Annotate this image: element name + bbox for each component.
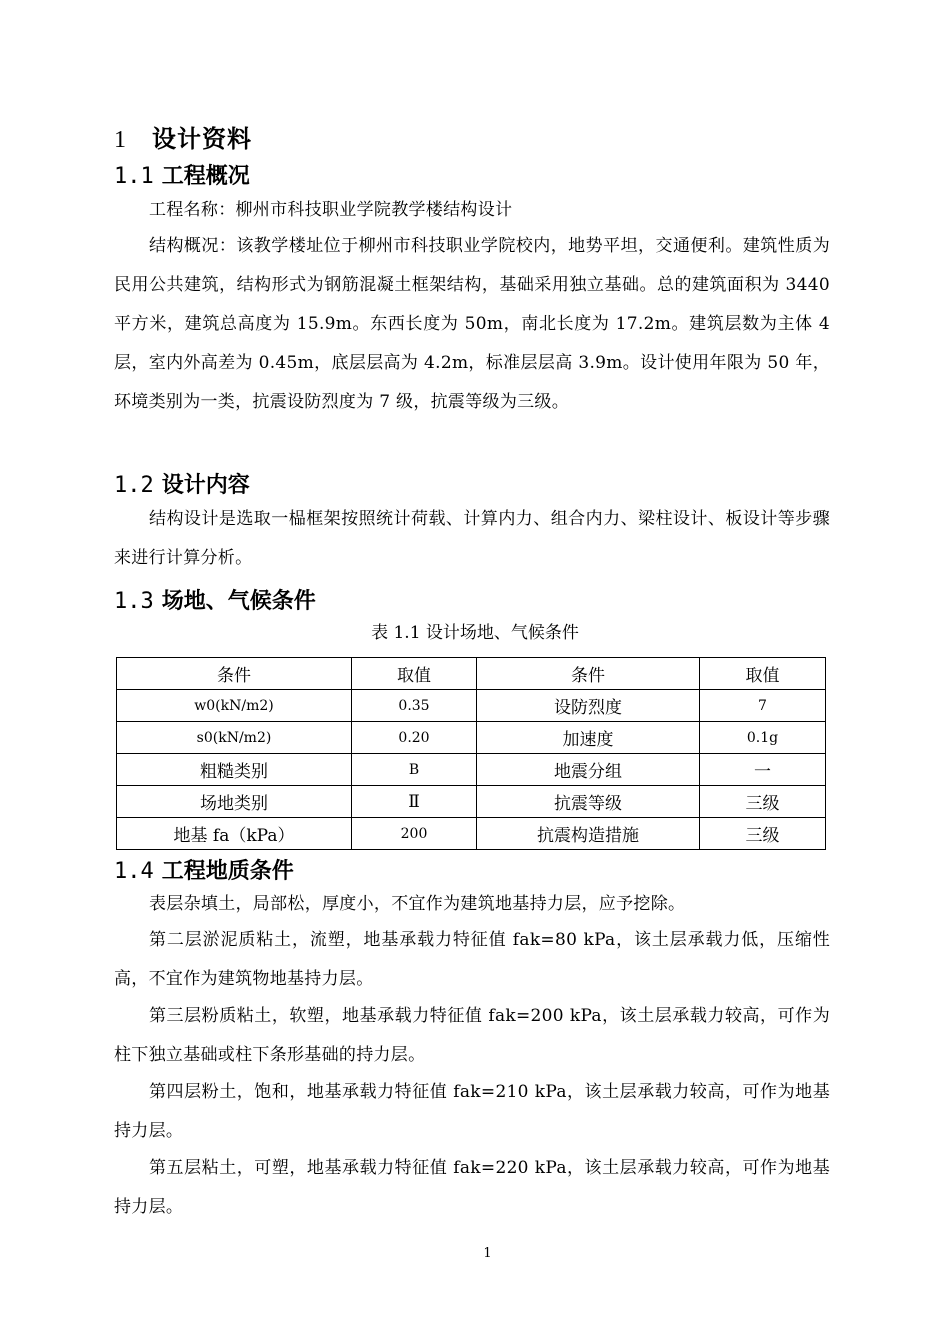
table-cell: 场地类别	[117, 786, 352, 818]
section-title: 工程地质条件	[161, 859, 294, 884]
table-cell: 200	[352, 818, 477, 850]
table-cell: 一	[700, 754, 826, 786]
table-cell: 7	[700, 690, 826, 722]
table-cell: 地基 fa（kPa）	[117, 818, 352, 850]
table-row	[117, 818, 826, 850]
site-climate-table	[116, 657, 826, 850]
section-heading-1-4	[114, 859, 294, 885]
paragraph-soil-layer-3: 第三层粉质粘土，软塑，地基承载力特征值 fak=200 kPa，该土层承载力较高，可作为柱下独立基础或柱下条形基础的持力层。	[114, 1006, 830, 1065]
table-row	[117, 786, 826, 818]
paragraph-structure-overview: 结构概况：该教学楼址位于柳州市科技职业学院校内，地势平坦，交通便利。建筑性质为民用公共建筑，结构形式为钢筋混凝土框架结构，基础采用独立基础。总的建筑面积为 3440 平方米，建筑总高度为 15.9m。东西长度为 50m，南北长度为 17.2m。建筑层数为主体 4 层，室内外高差为 0.45m，底层层高为 4.2m，标准层层高 3.9m。设计使用年限为 50 年，环境类别为一类，抗震设防烈度为 7 级，抗震等级为三级。	[114, 236, 830, 412]
table-cell: 三级	[700, 786, 826, 818]
paragraph-soil-layer-2: 第二层淤泥质粘土，流塑，地基承载力特征值 fak=80 kPa，该土层承载力低，压缩性高，不宜作为建筑物地基持力层。	[114, 930, 830, 989]
chapter-number: 1	[114, 127, 127, 153]
table-cell: B	[352, 754, 477, 786]
table-cell: 设防烈度	[477, 690, 700, 722]
section-number: 1.3	[114, 589, 154, 614]
table-cell: w0(kN/m2)	[117, 690, 352, 722]
section-heading-1-1	[114, 164, 250, 190]
chapter-title: 设计资料	[152, 125, 252, 153]
table-header-cell: 取值	[700, 658, 826, 690]
section-number: 1.1	[114, 164, 154, 189]
section-number: 1.2	[114, 473, 154, 498]
table-cell: 三级	[700, 818, 826, 850]
table-header-row	[117, 658, 826, 690]
table-cell: 加速度	[477, 722, 700, 754]
page-number: 1	[483, 1246, 492, 1261]
table-cell: 粗糙类别	[117, 754, 352, 786]
table-header-cell: 条件	[117, 658, 352, 690]
table-cell: 抗震构造措施	[477, 818, 700, 850]
table-cell: 0.1g	[700, 722, 826, 754]
section-heading-1-3	[114, 589, 316, 615]
table-cell: 0.35	[352, 690, 477, 722]
paragraph-project-name: 工程名称：柳州市科技职业学院教学楼结构设计	[149, 200, 513, 220]
paragraph-soil-layer-4: 第四层粉土，饱和，地基承载力特征值 fak=210 kPa，该土层承载力较高，可作为地基持力层。	[114, 1082, 830, 1141]
paragraph-soil-layer-1: 表层杂填土，局部松，厚度小，不宜作为建筑地基持力层，应予挖除。	[149, 894, 686, 914]
section-title: 设计内容	[161, 473, 250, 498]
section-heading-1-2	[114, 473, 250, 499]
section-number: 1.4	[114, 859, 154, 884]
paragraph-design-content: 结构设计是选取一榀框架按照统计荷载、计算内力、组合内力、梁柱设计、板设计等步骤来进行计算分析。	[114, 509, 830, 568]
table-cell: 0.20	[352, 722, 477, 754]
table-cell: 地震分组	[477, 754, 700, 786]
chapter-heading	[114, 119, 252, 154]
table-cell: 抗震等级	[477, 786, 700, 818]
table-row	[117, 722, 826, 754]
table-cell: s0(kN/m2)	[117, 722, 352, 754]
table-cell: Ⅱ	[352, 786, 477, 818]
section-title: 工程概况	[161, 164, 250, 189]
table-row	[117, 690, 826, 722]
paragraph-soil-layer-5: 第五层粘土，可塑，地基承载力特征值 fak=220 kPa，该土层承载力较高，可作为地基持力层。	[114, 1158, 830, 1217]
table-header-cell: 条件	[477, 658, 700, 690]
table-header-cell: 取值	[352, 658, 477, 690]
section-title: 场地、气候条件	[161, 589, 316, 614]
table-row	[117, 754, 826, 786]
table-caption: 表 1.1 设计场地、气候条件	[371, 623, 579, 643]
